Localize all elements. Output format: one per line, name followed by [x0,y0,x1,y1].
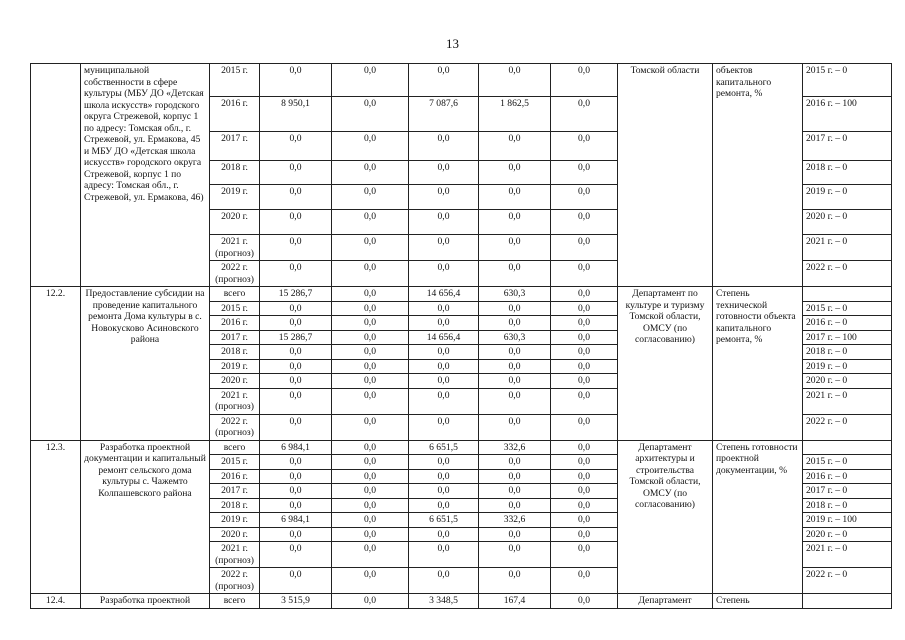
value-cell: 0,0 [332,527,409,542]
value-cell: 0,0 [551,542,618,568]
value-cell: 0,0 [409,359,479,374]
item-number: 12.2. [31,287,81,441]
value-cell: 0,0 [260,64,332,97]
value-cell: 0,0 [332,161,409,185]
value-cell: 0,0 [260,484,332,499]
executor-cell: Департамент архитектуры и строительства Томской области, ОМСУ (по согласованию) [618,440,713,594]
value-cell: 0,0 [551,316,618,331]
target-cell: 2019 г. – 0 [803,185,892,210]
value-cell: 0,0 [551,330,618,345]
value-cell: 0,0 [260,161,332,185]
value-cell: 0,0 [551,287,618,302]
value-cell: 0,0 [260,542,332,568]
year-cell: 2016 г. [210,316,260,331]
year-cell: 2018 г. [210,161,260,185]
value-cell: 0,0 [551,388,618,414]
target-cell [803,287,892,302]
item-number: 12.4. [31,594,81,609]
value-cell: 0,0 [479,455,551,470]
value-cell: 332,6 [479,513,551,528]
target-cell [803,440,892,455]
value-cell: 0,0 [260,469,332,484]
item-name: Разработка проектной документации и капитальный ремонт сельского дома культуры с. Чажемто Колпашевского района [81,440,210,594]
target-cell: 2018 г. – 0 [803,161,892,185]
indicator-cell: Степень [713,594,803,609]
value-cell: 0,0 [409,301,479,316]
value-cell: 0,0 [260,132,332,161]
target-cell: 2022 г. – 0 [803,261,892,287]
value-cell: 0,0 [479,527,551,542]
year-cell: 2017 г. [210,132,260,161]
value-cell: 0,0 [332,345,409,360]
value-cell: 0,0 [409,498,479,513]
value-cell: 0,0 [409,161,479,185]
target-cell: 2015 г. – 0 [803,64,892,97]
value-cell: 0,0 [551,440,618,455]
value-cell: 332,6 [479,440,551,455]
target-cell: 2022 г. – 0 [803,414,892,440]
year-cell: 2016 г. [210,97,260,132]
value-cell: 0,0 [332,330,409,345]
value-cell: 0,0 [332,498,409,513]
value-cell: 0,0 [409,235,479,261]
program-table [30,63,892,609]
value-cell: 0,0 [479,469,551,484]
year-cell: 2016 г. [210,469,260,484]
year-cell: 2019 г. [210,185,260,210]
value-cell: 0,0 [260,455,332,470]
value-cell: 3 348,5 [409,594,479,609]
value-cell: 0,0 [551,64,618,97]
value-cell: 6 984,1 [260,440,332,455]
year-cell: 2017 г. [210,484,260,499]
value-cell: 0,0 [332,235,409,261]
item-name: Разработка проектной [81,594,210,609]
year-cell: всего [210,440,260,455]
target-cell: 2015 г. – 0 [803,455,892,470]
value-cell: 0,0 [260,568,332,594]
value-cell: 0,0 [551,97,618,132]
value-cell: 0,0 [479,414,551,440]
value-cell: 0,0 [332,455,409,470]
item-name: муниципальной собственности в сфере культуры (МБУ ДО «Детская школа искусств» городского округа Стрежевой, корпус 1 по адресу: Томская обл., г. Стрежевой, ул. Ермакова, 45 и МБУ ДО «Детская школа искусств» городского округа Стрежевой, корпус 1 по адресу: Томская обл., г. Стрежевой, ул. Ермакова, 46) [81,64,210,287]
value-cell: 0,0 [332,594,409,609]
value-cell: 6 984,1 [260,513,332,528]
value-cell: 0,0 [551,235,618,261]
year-cell: 2020 г. [210,374,260,389]
value-cell: 0,0 [260,210,332,235]
value-cell: 15 286,7 [260,287,332,302]
value-cell: 0,0 [409,527,479,542]
value-cell: 0,0 [479,210,551,235]
year-cell: всего [210,287,260,302]
value-cell: 0,0 [260,185,332,210]
value-cell: 0,0 [260,359,332,374]
value-cell: 0,0 [479,484,551,499]
value-cell: 0,0 [260,235,332,261]
value-cell: 0,0 [551,359,618,374]
value-cell: 0,0 [260,374,332,389]
value-cell: 1 862,5 [479,97,551,132]
value-cell: 0,0 [332,469,409,484]
value-cell: 0,0 [332,542,409,568]
value-cell: 0,0 [332,359,409,374]
value-cell: 0,0 [332,513,409,528]
value-cell: 0,0 [551,513,618,528]
page-number: 13 [446,36,459,51]
value-cell: 0,0 [479,261,551,287]
target-cell: 2016 г. – 0 [803,316,892,331]
value-cell: 0,0 [479,161,551,185]
value-cell: 167,4 [479,594,551,609]
value-cell: 0,0 [260,316,332,331]
value-cell: 0,0 [332,374,409,389]
year-cell: 2015 г. [210,301,260,316]
value-cell: 0,0 [409,455,479,470]
indicator-cell: объектов капитального ремонта, % [713,64,803,287]
year-cell: 2018 г. [210,498,260,513]
value-cell: 0,0 [479,185,551,210]
value-cell: 0,0 [551,301,618,316]
year-cell: 2017 г. [210,330,260,345]
value-cell: 0,0 [551,132,618,161]
value-cell: 0,0 [409,542,479,568]
year-cell: всего [210,594,260,609]
value-cell: 0,0 [551,261,618,287]
value-cell: 0,0 [409,185,479,210]
value-cell: 0,0 [409,345,479,360]
value-cell: 0,0 [332,484,409,499]
target-cell: 2015 г. – 0 [803,301,892,316]
table-row [31,594,892,609]
value-cell: 0,0 [409,210,479,235]
value-cell: 8 950,1 [260,97,332,132]
item-number: 12.3. [31,440,81,594]
value-cell: 0,0 [551,345,618,360]
value-cell: 0,0 [479,359,551,374]
executor-cell: Департамент по культуре и туризму Томской области, ОМСУ (по согласованию) [618,287,713,441]
value-cell: 0,0 [409,316,479,331]
year-cell: 2022 г. (прогноз) [210,261,260,287]
target-cell: 2019 г. – 0 [803,359,892,374]
value-cell: 0,0 [551,374,618,389]
table-row [31,287,892,302]
value-cell: 0,0 [551,568,618,594]
value-cell: 0,0 [409,469,479,484]
value-cell: 0,0 [332,97,409,132]
table-row [31,440,892,455]
value-cell: 0,0 [260,527,332,542]
value-cell: 0,0 [332,261,409,287]
year-cell: 2021 г. (прогноз) [210,542,260,568]
value-cell: 630,3 [479,330,551,345]
value-cell: 0,0 [332,132,409,161]
value-cell: 0,0 [551,455,618,470]
target-cell: 2017 г. – 100 [803,330,892,345]
value-cell: 0,0 [332,64,409,97]
value-cell: 0,0 [409,64,479,97]
target-cell: 2016 г. – 0 [803,469,892,484]
target-cell: 2021 г. – 0 [803,235,892,261]
year-cell: 2020 г. [210,210,260,235]
value-cell: 0,0 [332,316,409,331]
value-cell: 0,0 [332,568,409,594]
value-cell: 0,0 [551,484,618,499]
target-cell: 2018 г. – 0 [803,345,892,360]
year-cell: 2015 г. [210,455,260,470]
value-cell: 0,0 [409,132,479,161]
item-number [31,64,81,287]
target-cell [803,594,892,609]
value-cell: 14 656,4 [409,330,479,345]
value-cell: 0,0 [260,301,332,316]
indicator-cell: Степень готовности проектной документации, % [713,440,803,594]
table-row [31,64,892,97]
value-cell: 0,0 [479,64,551,97]
value-cell: 0,0 [551,414,618,440]
value-cell: 0,0 [409,484,479,499]
year-cell: 2019 г. [210,513,260,528]
value-cell: 0,0 [260,414,332,440]
value-cell: 14 656,4 [409,287,479,302]
value-cell: 0,0 [409,374,479,389]
value-cell: 0,0 [479,568,551,594]
value-cell: 0,0 [551,469,618,484]
target-cell: 2021 г. – 0 [803,542,892,568]
value-cell: 3 515,9 [260,594,332,609]
value-cell: 0,0 [332,388,409,414]
year-cell: 2020 г. [210,527,260,542]
value-cell: 0,0 [479,498,551,513]
item-name: Предоставление субсидии на проведение капитального ремонта Дома культуры в с. Новокусково Асиновского района [81,287,210,441]
value-cell: 0,0 [479,235,551,261]
target-cell: 2020 г. – 0 [803,210,892,235]
value-cell: 0,0 [479,345,551,360]
value-cell: 0,0 [479,316,551,331]
value-cell: 0,0 [332,440,409,455]
value-cell: 0,0 [260,261,332,287]
value-cell: 0,0 [479,542,551,568]
value-cell: 0,0 [332,185,409,210]
value-cell: 0,0 [332,414,409,440]
year-cell: 2022 г. (прогноз) [210,414,260,440]
value-cell: 0,0 [260,388,332,414]
target-cell: 2017 г. – 0 [803,132,892,161]
target-cell: 2020 г. – 0 [803,527,892,542]
year-cell: 2021 г. (прогноз) [210,235,260,261]
value-cell: 630,3 [479,287,551,302]
year-cell: 2021 г. (прогноз) [210,388,260,414]
value-cell: 0,0 [551,210,618,235]
value-cell: 0,0 [551,594,618,609]
value-cell: 0,0 [409,568,479,594]
year-cell: 2018 г. [210,345,260,360]
value-cell: 6 651,5 [409,440,479,455]
value-cell: 0,0 [409,261,479,287]
executor-cell: Томской области [618,64,713,287]
target-cell: 2022 г. – 0 [803,568,892,594]
value-cell: 0,0 [479,132,551,161]
value-cell: 0,0 [409,388,479,414]
value-cell: 15 286,7 [260,330,332,345]
value-cell: 6 651,5 [409,513,479,528]
value-cell: 0,0 [551,185,618,210]
year-cell: 2019 г. [210,359,260,374]
executor-cell: Департамент [618,594,713,609]
target-cell: 2017 г. – 0 [803,484,892,499]
value-cell: 0,0 [332,301,409,316]
target-cell: 2021 г. – 0 [803,388,892,414]
value-cell: 7 087,6 [409,97,479,132]
value-cell: 0,0 [551,161,618,185]
value-cell: 0,0 [551,498,618,513]
value-cell: 0,0 [332,287,409,302]
value-cell: 0,0 [260,498,332,513]
target-cell: 2016 г. – 100 [803,97,892,132]
target-cell: 2018 г. – 0 [803,498,892,513]
target-cell: 2019 г. – 100 [803,513,892,528]
value-cell: 0,0 [479,374,551,389]
year-cell: 2015 г. [210,64,260,97]
value-cell: 0,0 [332,210,409,235]
target-cell: 2020 г. – 0 [803,374,892,389]
value-cell: 0,0 [479,301,551,316]
indicator-cell: Степень технической готовности объекта капитального ремонта, % [713,287,803,441]
value-cell: 0,0 [551,527,618,542]
year-cell: 2022 г. (прогноз) [210,568,260,594]
value-cell: 0,0 [479,388,551,414]
value-cell: 0,0 [409,414,479,440]
value-cell: 0,0 [260,345,332,360]
